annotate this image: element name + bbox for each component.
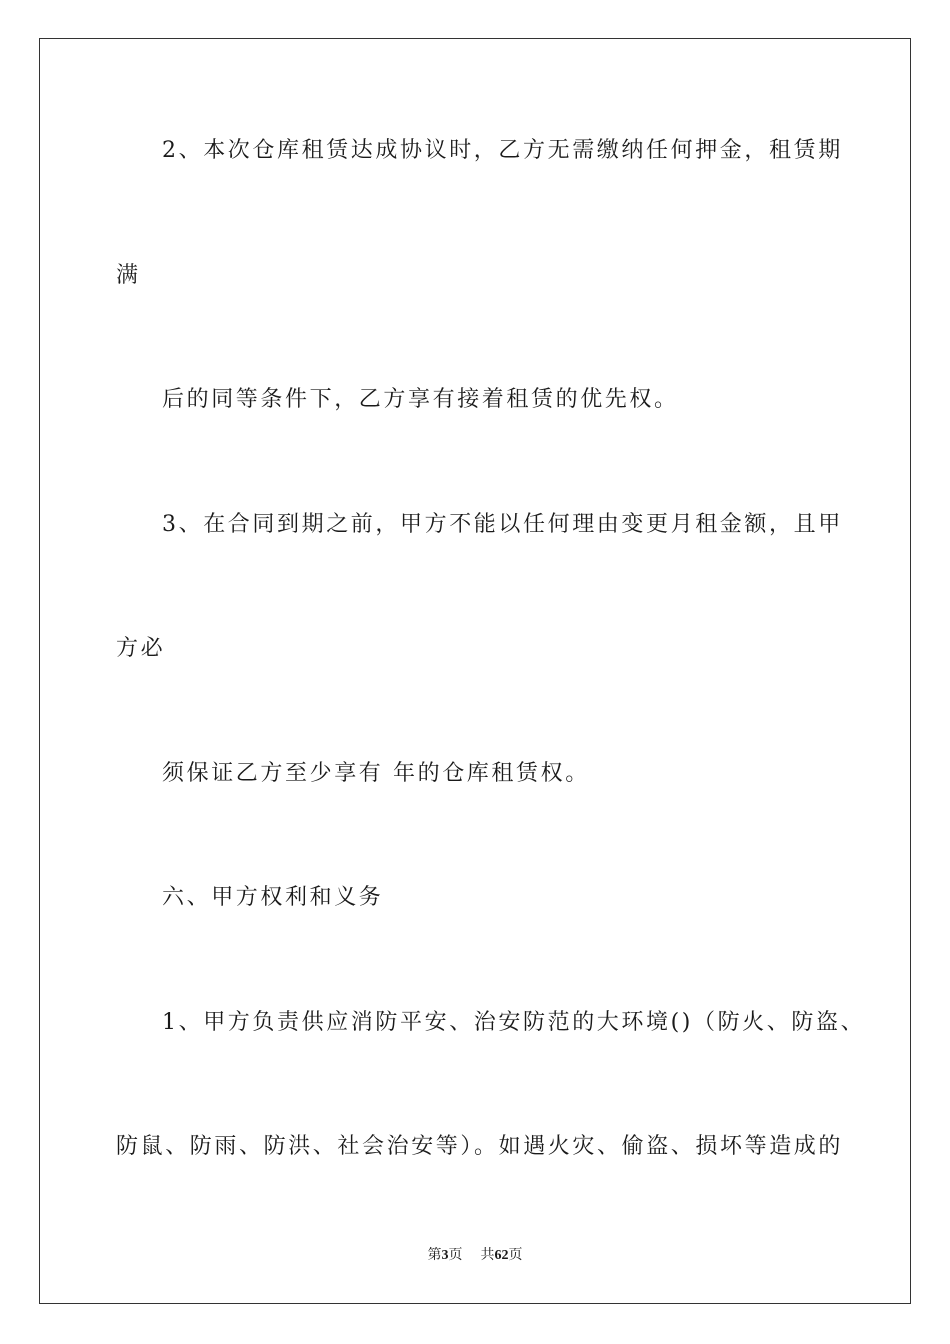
footer-total-suffix: 页 xyxy=(508,1248,523,1263)
page-border xyxy=(39,38,911,1304)
footer-total-prefix: 共 xyxy=(480,1248,495,1263)
paragraph-line: 2、本次仓库租赁达成协议时，乙方无需缴纳任何押金，租赁期 xyxy=(162,138,843,163)
footer-page-suffix: 页 xyxy=(448,1248,463,1263)
paragraph-line: 3、在合同到期之前，甲方不能以任何理由变更月租金额，且甲 xyxy=(162,512,843,537)
paragraph-line: 须保证乙方至少享有 年的仓库租赁权。 xyxy=(162,761,590,786)
paragraph-line: 1、甲方负责供应消防平安、治安防范的大环境()（防火、防盗、 xyxy=(162,1010,866,1035)
paragraph-line: 防鼠、防雨、防洪、社会治安等）。如遇火灾、偷盗、损坏等造成的 xyxy=(116,1134,844,1159)
section-heading: 六、甲方权利和义务 xyxy=(162,885,384,910)
paragraph-line: 方必 xyxy=(116,636,166,661)
current-page-number: 3 xyxy=(441,1248,449,1263)
footer-prefix: 第 xyxy=(427,1248,442,1263)
total-pages-number: 62 xyxy=(494,1248,509,1263)
page-footer xyxy=(0,1246,950,1266)
paragraph-line: 满 xyxy=(116,263,141,288)
paragraph-line: 后的同等条件下，乙方享有接着租赁的优先权。 xyxy=(162,387,679,412)
